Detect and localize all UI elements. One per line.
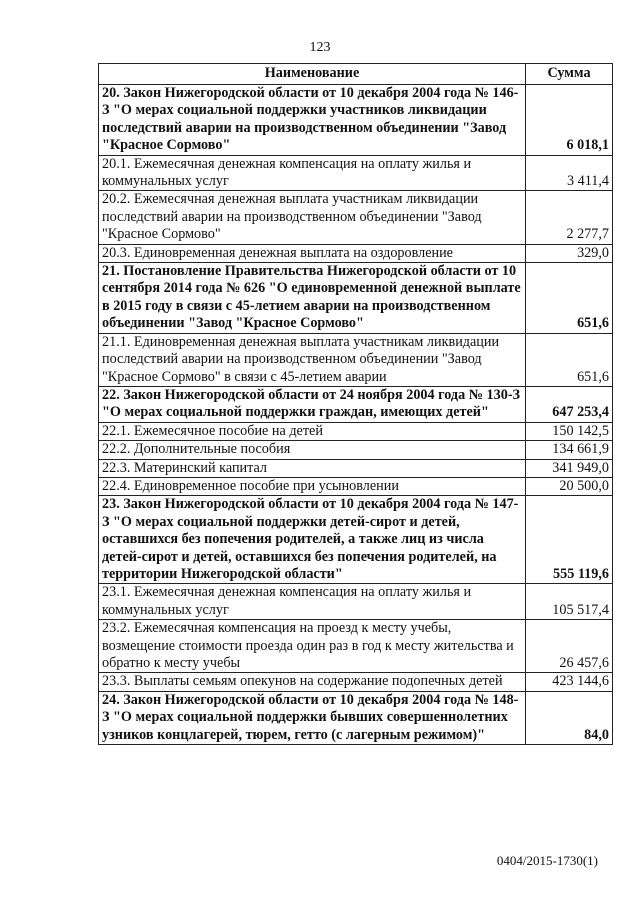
row-name: 21. Постановление Правительства Нижегородской области от 10 сентября 2014 года № 626 "О единовременной денежной выплате в 2015 году в связи с 45-летием аварии на производственном объединении "Завод "Красное Сормово" <box>99 263 526 334</box>
row-name: 24. Закон Нижегородской области от 10 декабря 2004 года № 148-З "О мерах социальной поддержки бывших совершеннолетних узников концлагерей, тюрем, гетто (с лагерным режимом)" <box>99 691 526 744</box>
row-name: 22.3. Материнский капитал <box>99 459 526 477</box>
row-sum: 651,6 <box>526 333 613 386</box>
row-name: 22.2. Дополнительные пособия <box>99 441 526 459</box>
row-name: 23.2. Ежемесячная компенсация на проезд к месту учебы, возмещение стоимости проезда один раз в год к месту жительства и обратно к месту учебы <box>99 620 526 673</box>
row-name: 23.1. Ежемесячная денежная компенсация на оплату жилья и коммунальных услуг <box>99 584 526 620</box>
row-sum: 3 411,4 <box>526 155 613 191</box>
document-code: 0404/2015-1730(1) <box>496 853 598 868</box>
row-sum: 2 277,7 <box>526 191 613 244</box>
row-sum: 26 457,6 <box>526 620 613 673</box>
table-row <box>99 584 613 620</box>
table-row <box>99 244 613 262</box>
table-row-section <box>99 386 613 422</box>
row-sum: 423 144,6 <box>526 673 613 691</box>
row-sum: 341 949,0 <box>526 459 613 477</box>
row-name: 22.4. Единовременное пособие при усыновлении <box>99 477 526 495</box>
row-sum: 84,0 <box>526 691 613 744</box>
row-sum: 134 661,9 <box>526 441 613 459</box>
header-name: Наименование <box>99 64 526 85</box>
row-sum: 647 253,4 <box>526 386 613 422</box>
row-name: 22. Закон Нижегородской области от 24 ноября 2004 года № 130-З "О мерах социальной поддержки граждан, имеющих детей" <box>99 386 526 422</box>
table-row <box>99 191 613 244</box>
page-number: 123 <box>309 40 331 55</box>
row-sum: 555 119,6 <box>526 496 613 584</box>
row-name: 20.3. Единовременная денежная выплата на оздоровление <box>99 244 526 262</box>
table-row <box>99 477 613 495</box>
row-sum: 651,6 <box>526 263 613 334</box>
table-header-row <box>99 64 613 85</box>
row-name: 20.1. Ежемесячная денежная компенсация на оплату жилья и коммунальных услуг <box>99 155 526 191</box>
row-sum: 6 018,1 <box>526 85 613 156</box>
table-row-section <box>99 85 613 156</box>
budget-table <box>98 63 613 745</box>
table-row <box>99 673 613 691</box>
table-row <box>99 441 613 459</box>
row-sum: 150 142,5 <box>526 422 613 440</box>
table-row <box>99 620 613 673</box>
row-name: 23. Закон Нижегородской области от 10 декабря 2004 года № 147-З "О мерах социальной поддержки детей-сирот и детей, оставшихся без попечения родителей, а также лиц из числа детей-сирот и детей, оставшихся без попечения родителей, на территории Нижегородской области" <box>99 496 526 584</box>
table-row-section <box>99 496 613 584</box>
table-row <box>99 459 613 477</box>
table-row <box>99 155 613 191</box>
row-sum: 105 517,4 <box>526 584 613 620</box>
table-row-section <box>99 263 613 334</box>
row-name: 20. Закон Нижегородской области от 10 декабря 2004 года № 146-З "О мерах социальной поддержки участников ликвидации последствий аварии на производственном объединении "Завод "Красное Сормово" <box>99 85 526 156</box>
row-name: 21.1. Единовременная денежная выплата участникам ликвидации последствий аварии на производственном объединении "Завод "Красное Сормово" в связи с 45-летием аварии <box>99 333 526 386</box>
table-row <box>99 333 613 386</box>
header-sum: Сумма <box>526 64 613 85</box>
row-name: 20.2. Ежемесячная денежная выплата участникам ликвидации последствий аварии на производственном объединении "Завод "Красное Сормово" <box>99 191 526 244</box>
row-sum: 329,0 <box>526 244 613 262</box>
row-name: 23.3. Выплаты семьям опекунов на содержание подопечных детей <box>99 673 526 691</box>
table-row <box>99 422 613 440</box>
table-row-section <box>99 691 613 744</box>
row-name: 22.1. Ежемесячное пособие на детей <box>99 422 526 440</box>
row-sum: 20 500,0 <box>526 477 613 495</box>
